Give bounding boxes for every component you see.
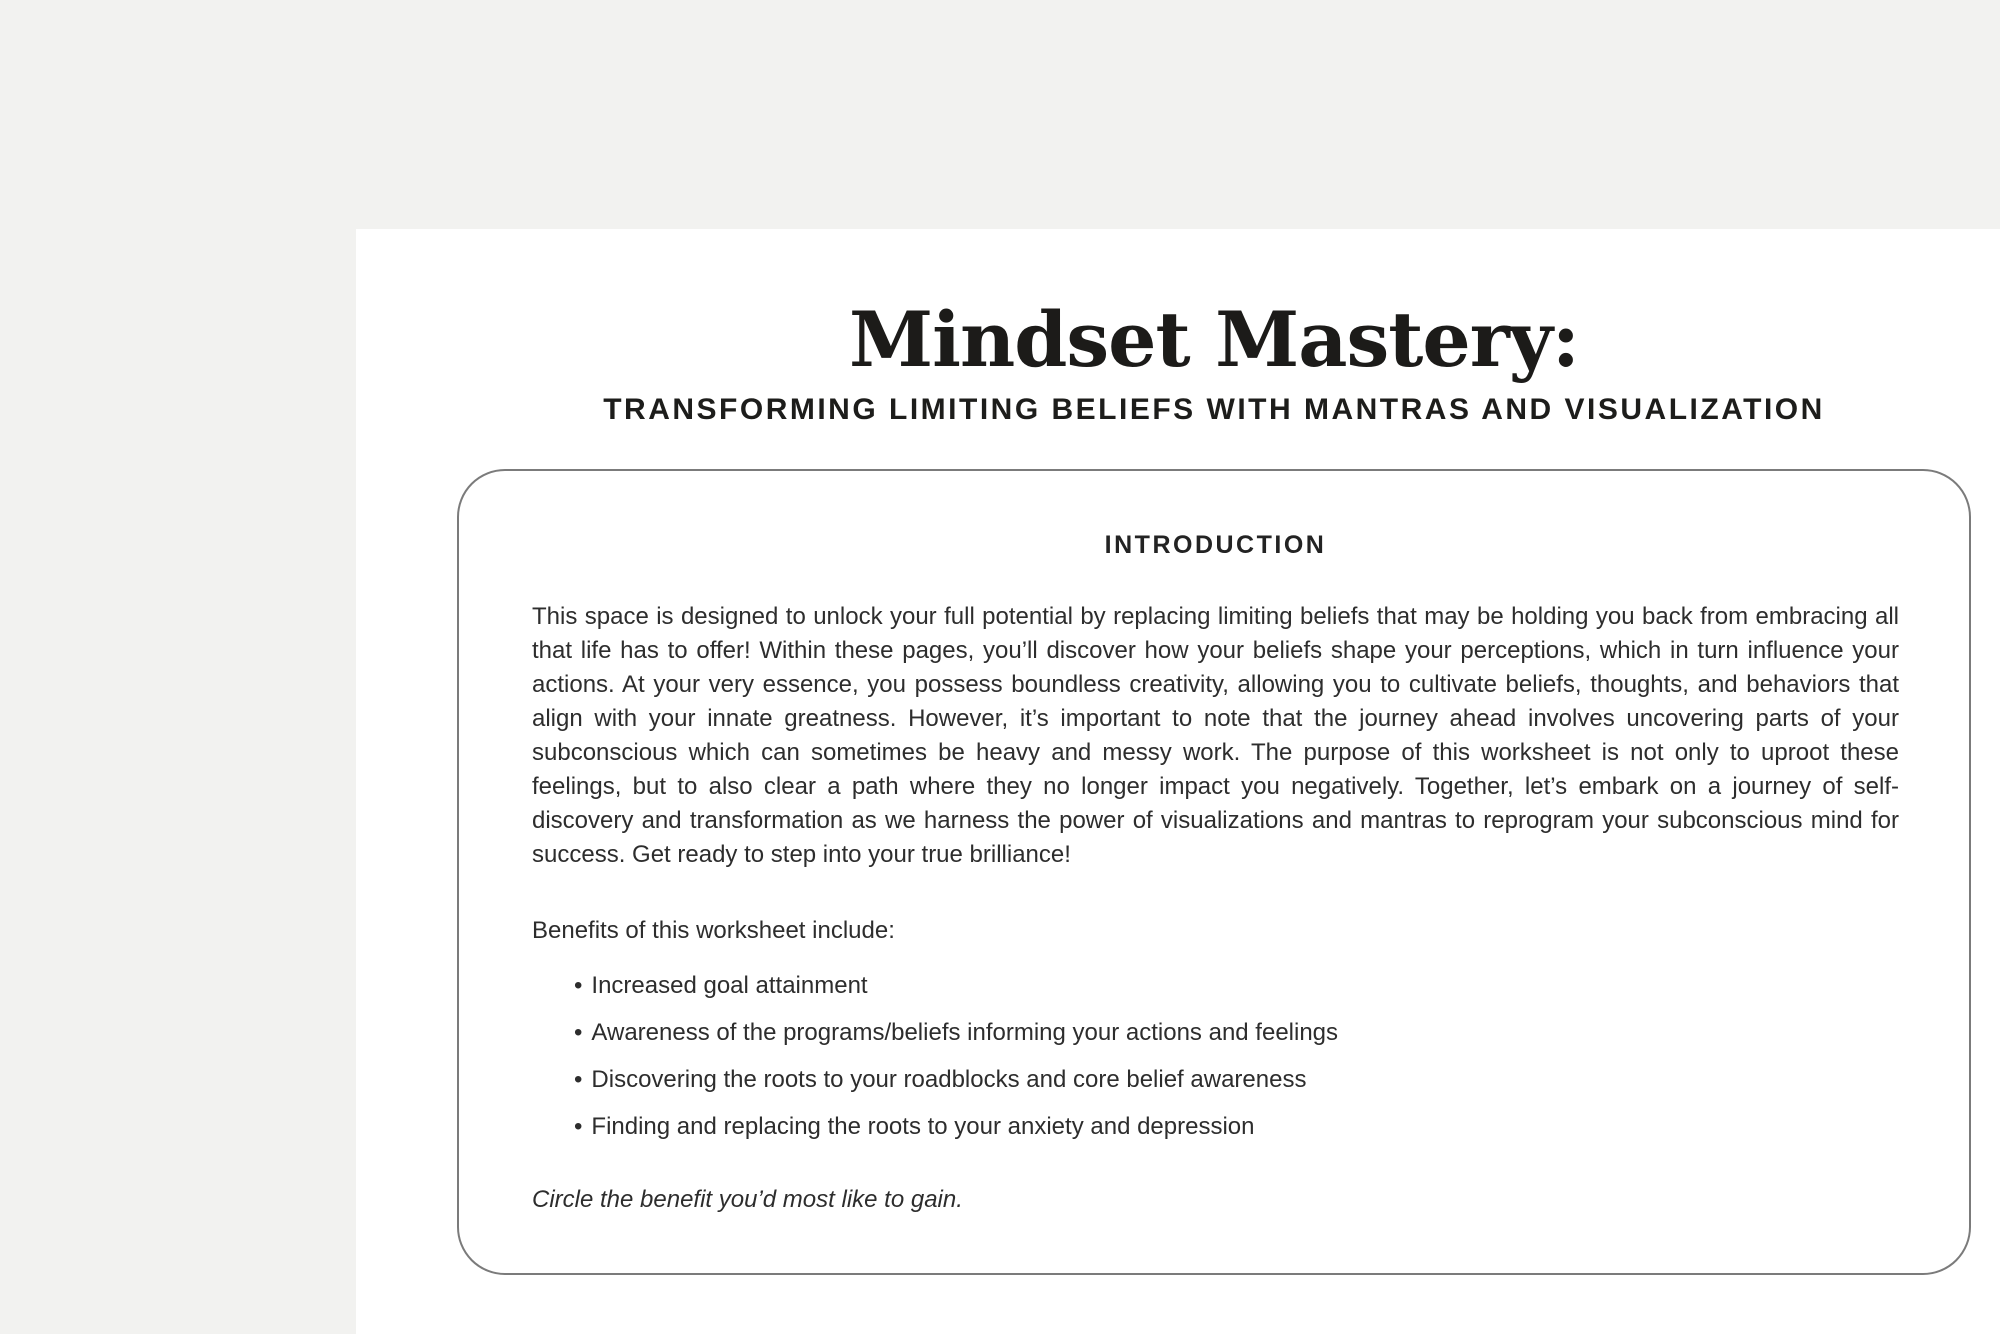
page-content [457,229,1971,1275]
benefit-text: Increased goal attainment [591,972,868,1000]
benefits-list [532,972,1899,1141]
worksheet-page [356,229,2000,1334]
bullet-icon: • [574,1113,583,1141]
page-title: Mindset Mastery: [849,295,1579,384]
list-item [574,1113,1899,1141]
bullet-icon: • [574,1019,583,1047]
intro-paragraph: This space is designed to unlock your full potential by replacing limiting beliefs that may be holding you back from embracing all that life has to offer! Within these pages, you’ll discover how your beliefs shape your perceptions, which in turn influence your actions. At your very essence, you possess boundless creativity, allowing you to cultivate beliefs, thoughts, and behaviors that align with your innate greatness. However, it’s important to note that the journey ahead involves uncovering parts of your subconscious which can sometimes be heavy and messy work. The purpose of this worksheet is not only to uproot these feelings, but to also clear a path where they no longer impact you negatively. Together, let’s embark on a journey of self-discovery and transformation as we harness the power of visualizations and mantras to reprogram your subconscious mind for success. Get ready to step into your true brilliance! [532,603,1899,869]
list-item [574,1066,1899,1094]
benefit-text: Discovering the roots to your roadblocks and core belief awareness [591,1066,1307,1094]
intro-heading: INTRODUCTION [1104,531,1327,560]
bullet-icon: • [574,1066,583,1094]
circle-instruction: Circle the benefit you’d most like to gain. [532,1186,963,1214]
benefit-text: Awareness of the programs/beliefs informing your actions and feelings [591,1019,1339,1047]
benefit-text: Finding and replacing the roots to your anxiety and depression [591,1113,1255,1141]
benefits-label: Benefits of this worksheet include: [532,917,895,945]
list-item [574,1019,1899,1047]
intro-card [457,469,1971,1275]
list-item [574,972,1899,1000]
bullet-icon: • [574,972,583,1000]
page-subtitle: TRANSFORMING LIMITING BELIEFS WITH MANTRAS AND VISUALIZATION [603,393,1825,427]
